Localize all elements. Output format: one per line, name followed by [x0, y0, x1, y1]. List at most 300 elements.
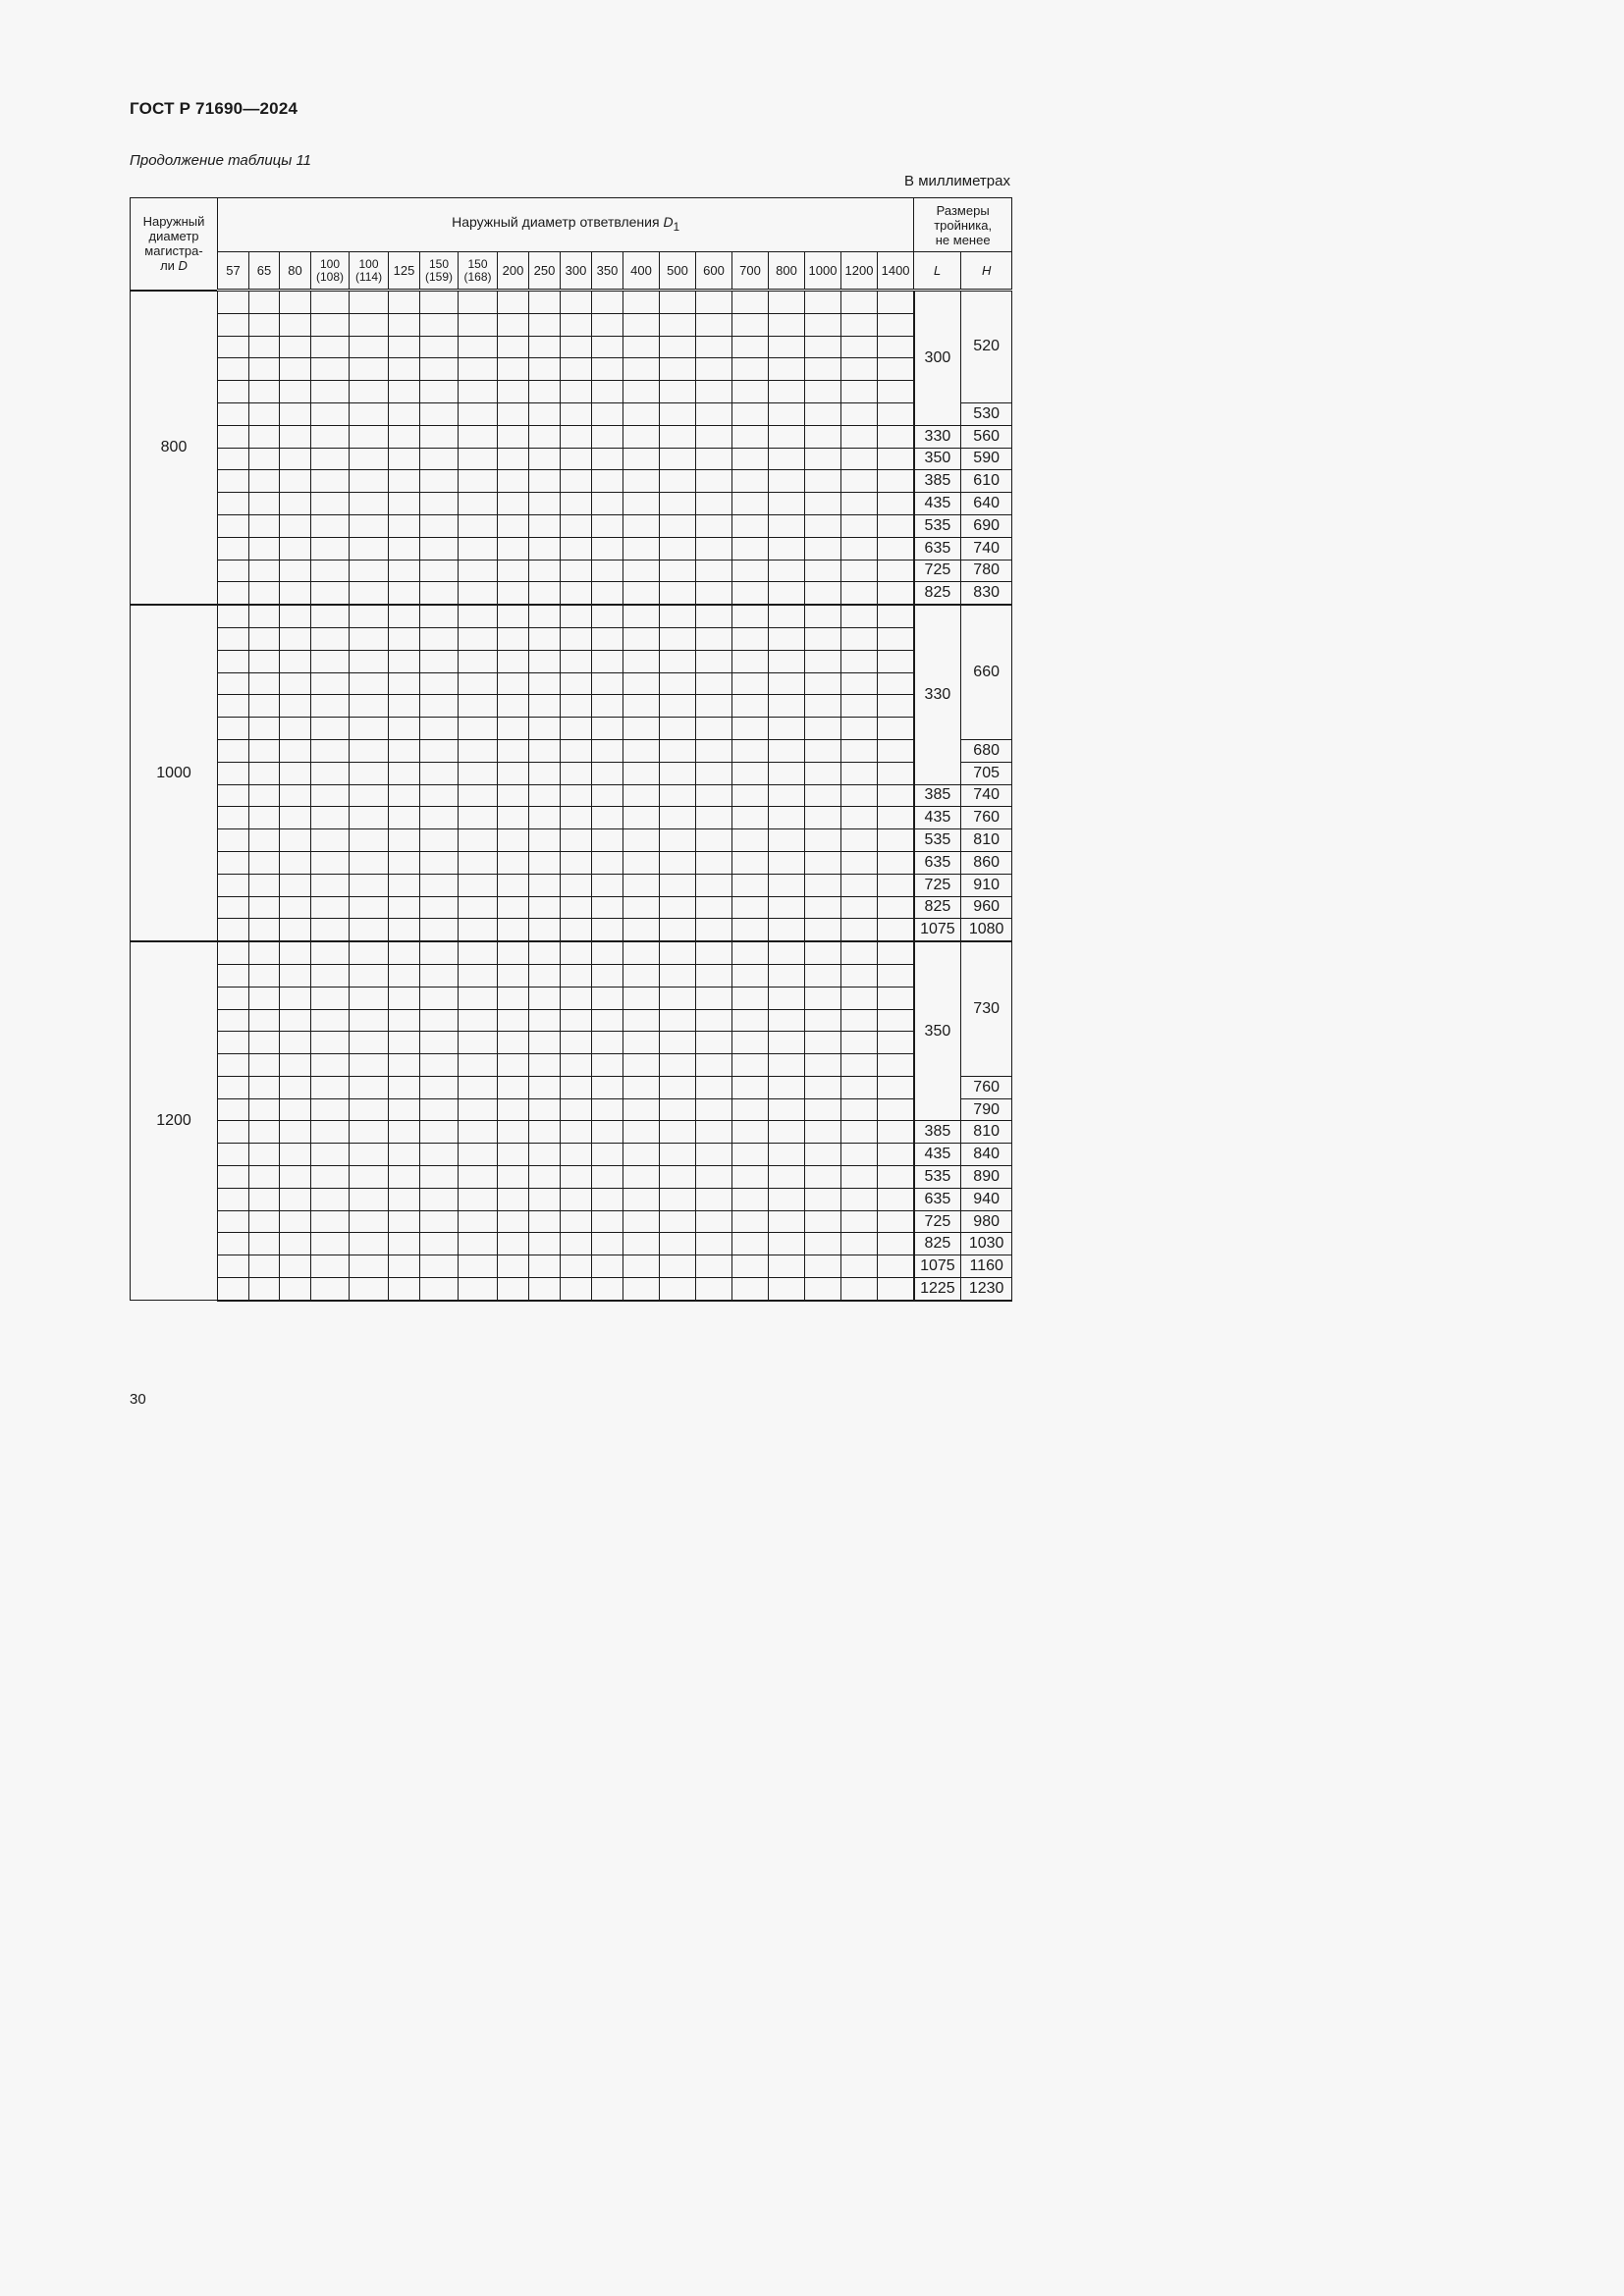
branch-cell: [623, 336, 660, 358]
table-row: [131, 1255, 1012, 1278]
branch-cell: [592, 1278, 623, 1301]
branch-cell: [218, 1188, 249, 1210]
branch-cell: [389, 582, 420, 605]
branch-cell: [841, 537, 878, 560]
branch-cell: [350, 1076, 389, 1098]
branch-cell: [769, 964, 805, 987]
branch-cell: [769, 291, 805, 314]
branch-cell: [878, 313, 914, 336]
branch-cell: [696, 1233, 732, 1255]
branch-cell: [592, 560, 623, 582]
branch-cell: [623, 1144, 660, 1166]
branch-cell: [498, 874, 529, 896]
height-H-cell: 740: [961, 537, 1012, 560]
branch-cell: [280, 1098, 311, 1121]
branch-cell: [249, 1032, 280, 1054]
branch-cell: [529, 1166, 561, 1189]
branch-cell: [218, 448, 249, 470]
branch-cell: [805, 739, 841, 762]
branch-cell: [660, 514, 696, 537]
branch-cell: [561, 919, 592, 941]
length-L-cell: 385: [914, 784, 961, 807]
branch-cell: [696, 650, 732, 672]
branch-cell: [529, 560, 561, 582]
branch-cell: [561, 1098, 592, 1121]
branch-cell: [592, 1121, 623, 1144]
branch-cell: [311, 537, 350, 560]
branch-cell: [420, 829, 459, 852]
branch-cell: [660, 964, 696, 987]
table-row: [131, 739, 1012, 762]
branch-cell: [498, 964, 529, 987]
branch-cell: [732, 425, 769, 448]
branch-cell: [280, 650, 311, 672]
branch-cell: [660, 874, 696, 896]
branch-cell: [498, 739, 529, 762]
branch-cell: [218, 336, 249, 358]
branch-cell: [459, 739, 498, 762]
length-L-cell: 825: [914, 1233, 961, 1255]
branch-cell: [696, 313, 732, 336]
branch-cell: [389, 650, 420, 672]
branch-cell: [592, 762, 623, 784]
branch-cell: [805, 695, 841, 718]
branch-cell: [623, 1278, 660, 1301]
branch-cell: [841, 829, 878, 852]
branch-cell: [389, 313, 420, 336]
branch-cell: [498, 381, 529, 403]
branch-cell: [459, 1032, 498, 1054]
branch-cell: [841, 1054, 878, 1077]
branch-cell: [280, 1278, 311, 1301]
branch-cell: [732, 1166, 769, 1189]
branch-cell: [805, 762, 841, 784]
branch-cell: [249, 1098, 280, 1121]
branch-cell: [420, 336, 459, 358]
main-diameter-cell: 1000: [131, 605, 218, 941]
branch-cell: [623, 560, 660, 582]
branch-cell: [498, 1076, 529, 1098]
branch-cell: [420, 941, 459, 964]
branch-cell: [420, 874, 459, 896]
branch-cell: [732, 1009, 769, 1032]
branch-cell: [529, 1233, 561, 1255]
table-row: [131, 650, 1012, 672]
table-row: [131, 1054, 1012, 1077]
branch-cell: [732, 896, 769, 919]
branch-cell: [311, 896, 350, 919]
branch-cell: [459, 402, 498, 425]
branch-cell: [696, 1054, 732, 1077]
branch-cell: [529, 1278, 561, 1301]
branch-cell: [732, 402, 769, 425]
branch-cell: [389, 919, 420, 941]
branch-cell: [769, 1032, 805, 1054]
branch-cell: [732, 1032, 769, 1054]
branch-cell: [878, 695, 914, 718]
branch-cell: [696, 582, 732, 605]
branch-cell: [529, 627, 561, 650]
branch-cell: [389, 291, 420, 314]
branch-cell: [805, 1054, 841, 1077]
branch-cell: [805, 851, 841, 874]
branch-cell: [660, 650, 696, 672]
branch-cell: [420, 695, 459, 718]
header-main-symbol: D: [178, 258, 188, 274]
height-H-cell: 780: [961, 560, 1012, 582]
branch-cell: [878, 919, 914, 941]
branch-cell: [769, 514, 805, 537]
header-d1-col: 65: [249, 252, 280, 291]
branch-cell: [311, 851, 350, 874]
branch-cell: [660, 605, 696, 627]
branch-cell: [280, 336, 311, 358]
branch-cell: [696, 896, 732, 919]
branch-cell: [420, 1098, 459, 1121]
branch-cell: [218, 672, 249, 695]
branch-cell: [878, 1255, 914, 1278]
branch-cell: [769, 672, 805, 695]
branch-cell: [878, 1188, 914, 1210]
branch-cell: [280, 964, 311, 987]
branch-cell: [249, 851, 280, 874]
branch-cell: [249, 807, 280, 829]
branch-cell: [878, 784, 914, 807]
branch-cell: [592, 829, 623, 852]
branch-cell: [420, 1054, 459, 1077]
branch-cell: [280, 672, 311, 695]
branch-cell: [350, 851, 389, 874]
table-row: [131, 1166, 1012, 1189]
branch-cell: [732, 1255, 769, 1278]
height-H-cell: 760: [961, 807, 1012, 829]
table-row: [131, 851, 1012, 874]
branch-cell: [420, 784, 459, 807]
branch-cell: [529, 514, 561, 537]
main-diameter-cell: 800: [131, 291, 218, 606]
branch-cell: [459, 1076, 498, 1098]
branch-cell: [561, 291, 592, 314]
branch-cell: [311, 1278, 350, 1301]
branch-cell: [592, 987, 623, 1009]
branch-cell: [805, 1076, 841, 1098]
branch-cell: [389, 1144, 420, 1166]
table-row: [131, 402, 1012, 425]
branch-cell: [529, 1144, 561, 1166]
branch-cell: [696, 448, 732, 470]
branch-cell: [350, 336, 389, 358]
table-row: [131, 291, 1012, 314]
branch-cell: [529, 1009, 561, 1032]
branch-cell: [529, 941, 561, 964]
branch-cell: [420, 493, 459, 515]
branch-cell: [561, 896, 592, 919]
branch-cell: [696, 941, 732, 964]
branch-cell: [732, 919, 769, 941]
branch-cell: [249, 313, 280, 336]
branch-cell: [696, 851, 732, 874]
branch-cell: [732, 291, 769, 314]
branch-cell: [841, 470, 878, 493]
branch-cell: [459, 1210, 498, 1233]
branch-cell: [249, 987, 280, 1009]
branch-cell: [623, 448, 660, 470]
branch-cell: [218, 941, 249, 964]
header-d1-col: 125: [389, 252, 420, 291]
branch-cell: [841, 425, 878, 448]
branch-cell: [218, 784, 249, 807]
table-row: [131, 1009, 1012, 1032]
branch-cell: [350, 605, 389, 627]
branch-cell: [732, 1098, 769, 1121]
branch-cell: [561, 381, 592, 403]
branch-cell: [841, 582, 878, 605]
table-row: [131, 493, 1012, 515]
branch-cell: [529, 470, 561, 493]
table-row: [131, 762, 1012, 784]
height-H-cell: 1080: [961, 919, 1012, 941]
branch-cell: [878, 807, 914, 829]
branch-cell: [420, 560, 459, 582]
branch-cell: [420, 762, 459, 784]
branch-cell: [592, 1188, 623, 1210]
height-H-cell: 520: [961, 291, 1012, 403]
table-row: [131, 313, 1012, 336]
branch-cell: [769, 1278, 805, 1301]
table-row: [131, 919, 1012, 941]
branch-cell: [561, 851, 592, 874]
branch-cell: [311, 1210, 350, 1233]
branch-cell: [623, 784, 660, 807]
branch-cell: [218, 919, 249, 941]
branch-cell: [592, 1076, 623, 1098]
branch-cell: [498, 784, 529, 807]
branch-cell: [389, 739, 420, 762]
branch-cell: [660, 1076, 696, 1098]
branch-cell: [389, 448, 420, 470]
branch-cell: [623, 1233, 660, 1255]
branch-cell: [249, 1121, 280, 1144]
branch-cell: [660, 829, 696, 852]
length-L-cell: 535: [914, 1166, 961, 1189]
branch-cell: [769, 851, 805, 874]
header-branch-symbol: D: [663, 214, 674, 231]
branch-cell: [498, 695, 529, 718]
branch-cell: [459, 1009, 498, 1032]
branch-cell: [459, 672, 498, 695]
branch-cell: [311, 1098, 350, 1121]
branch-cell: [498, 537, 529, 560]
header-d1-col: 350: [592, 252, 623, 291]
branch-cell: [805, 493, 841, 515]
branch-cell: [561, 1032, 592, 1054]
branch-cell: [249, 718, 280, 740]
branch-cell: [280, 402, 311, 425]
branch-cell: [218, 582, 249, 605]
branch-cell: [841, 1166, 878, 1189]
table-row: [131, 537, 1012, 560]
length-L-cell: 1075: [914, 919, 961, 941]
branch-cell: [805, 425, 841, 448]
branch-cell: [561, 1076, 592, 1098]
height-H-cell: 860: [961, 851, 1012, 874]
branch-cell: [696, 358, 732, 381]
branch-cell: [249, 739, 280, 762]
branch-cell: [350, 718, 389, 740]
branch-cell: [623, 627, 660, 650]
header-col-H: H: [961, 252, 1012, 291]
branch-cell: [623, 313, 660, 336]
branch-cell: [592, 695, 623, 718]
branch-cell: [498, 851, 529, 874]
branch-cell: [420, 1278, 459, 1301]
branch-cell: [769, 402, 805, 425]
header-col-L: L: [914, 252, 961, 291]
branch-cell: [420, 1121, 459, 1144]
branch-cell: [389, 784, 420, 807]
branch-cell: [592, 402, 623, 425]
branch-cell: [841, 1076, 878, 1098]
branch-cell: [769, 537, 805, 560]
branch-cell: [459, 784, 498, 807]
length-L-cell: 725: [914, 874, 961, 896]
branch-cell: [529, 358, 561, 381]
branch-cell: [878, 1121, 914, 1144]
length-L-cell: 385: [914, 470, 961, 493]
height-H-cell: 810: [961, 829, 1012, 852]
branch-cell: [878, 1144, 914, 1166]
branch-cell: [280, 987, 311, 1009]
branch-cell: [696, 1144, 732, 1166]
branch-cell: [218, 627, 249, 650]
branch-cell: [805, 560, 841, 582]
branch-cell: [311, 784, 350, 807]
branch-cell: [841, 627, 878, 650]
branch-cell: [592, 1255, 623, 1278]
table-row: [131, 1032, 1012, 1054]
branch-cell: [350, 1278, 389, 1301]
branch-cell: [389, 672, 420, 695]
branch-cell: [311, 650, 350, 672]
branch-cell: [878, 514, 914, 537]
branch-cell: [311, 514, 350, 537]
branch-cell: [623, 718, 660, 740]
height-H-cell: 960: [961, 896, 1012, 919]
branch-cell: [805, 650, 841, 672]
branch-cell: [498, 829, 529, 852]
branch-cell: [561, 941, 592, 964]
branch-cell: [498, 470, 529, 493]
branch-cell: [498, 1054, 529, 1077]
branch-cell: [623, 896, 660, 919]
header-size-line-2: тройника,: [934, 217, 993, 233]
branch-cell: [841, 1009, 878, 1032]
branch-cell: [623, 381, 660, 403]
branch-cell: [249, 493, 280, 515]
branch-cell: [660, 470, 696, 493]
branch-cell: [529, 1032, 561, 1054]
branch-cell: [218, 829, 249, 852]
branch-cell: [660, 762, 696, 784]
branch-cell: [623, 762, 660, 784]
branch-cell: [249, 402, 280, 425]
branch-cell: [459, 807, 498, 829]
branch-cell: [218, 874, 249, 896]
height-H-cell: 980: [961, 1210, 1012, 1233]
branch-cell: [769, 919, 805, 941]
branch-cell: [592, 358, 623, 381]
branch-cell: [841, 1098, 878, 1121]
branch-cell: [389, 336, 420, 358]
branch-cell: [498, 605, 529, 627]
branch-cell: [249, 1210, 280, 1233]
branch-cell: [660, 851, 696, 874]
header-d1-col: 1000: [805, 252, 841, 291]
branch-cell: [841, 1278, 878, 1301]
branch-cell: [280, 1032, 311, 1054]
length-L-cell: 825: [914, 896, 961, 919]
branch-cell: [498, 1278, 529, 1301]
branch-cell: [732, 739, 769, 762]
branch-cell: [420, 650, 459, 672]
branch-cell: [249, 627, 280, 650]
table-row: [131, 1121, 1012, 1144]
branch-cell: [696, 718, 732, 740]
branch-cell: [841, 493, 878, 515]
branch-cell: [561, 1233, 592, 1255]
branch-cell: [350, 358, 389, 381]
branch-cell: [389, 1255, 420, 1278]
branch-cell: [660, 537, 696, 560]
branch-cell: [498, 1255, 529, 1278]
branch-cell: [529, 874, 561, 896]
branch-cell: [218, 313, 249, 336]
branch-cell: [623, 851, 660, 874]
branch-cell: [459, 470, 498, 493]
branch-cell: [660, 1188, 696, 1210]
branch-cell: [311, 1144, 350, 1166]
branch-cell: [249, 425, 280, 448]
branch-cell: [280, 784, 311, 807]
branch-cell: [498, 1121, 529, 1144]
branch-cell: [420, 672, 459, 695]
branch-cell: [280, 829, 311, 852]
branch-cell: [249, 650, 280, 672]
length-L-cell: 535: [914, 829, 961, 852]
branch-cell: [459, 1233, 498, 1255]
branch-cell: [561, 762, 592, 784]
height-H-cell: 610: [961, 470, 1012, 493]
branch-cell: [732, 718, 769, 740]
branch-cell: [389, 514, 420, 537]
branch-cell: [459, 1121, 498, 1144]
table-caption: Продолжение таблицы 11: [130, 152, 312, 169]
branch-cell: [350, 291, 389, 314]
branch-cell: [280, 1121, 311, 1144]
branch-cell: [218, 739, 249, 762]
branch-cell: [311, 1009, 350, 1032]
branch-cell: [805, 1009, 841, 1032]
branch-cell: [218, 381, 249, 403]
branch-cell: [311, 1233, 350, 1255]
branch-cell: [592, 919, 623, 941]
branch-cell: [696, 1210, 732, 1233]
length-L-cell: 635: [914, 1188, 961, 1210]
branch-cell: [389, 1278, 420, 1301]
branch-cell: [280, 582, 311, 605]
branch-cell: [696, 1255, 732, 1278]
length-L-cell: 1075: [914, 1255, 961, 1278]
